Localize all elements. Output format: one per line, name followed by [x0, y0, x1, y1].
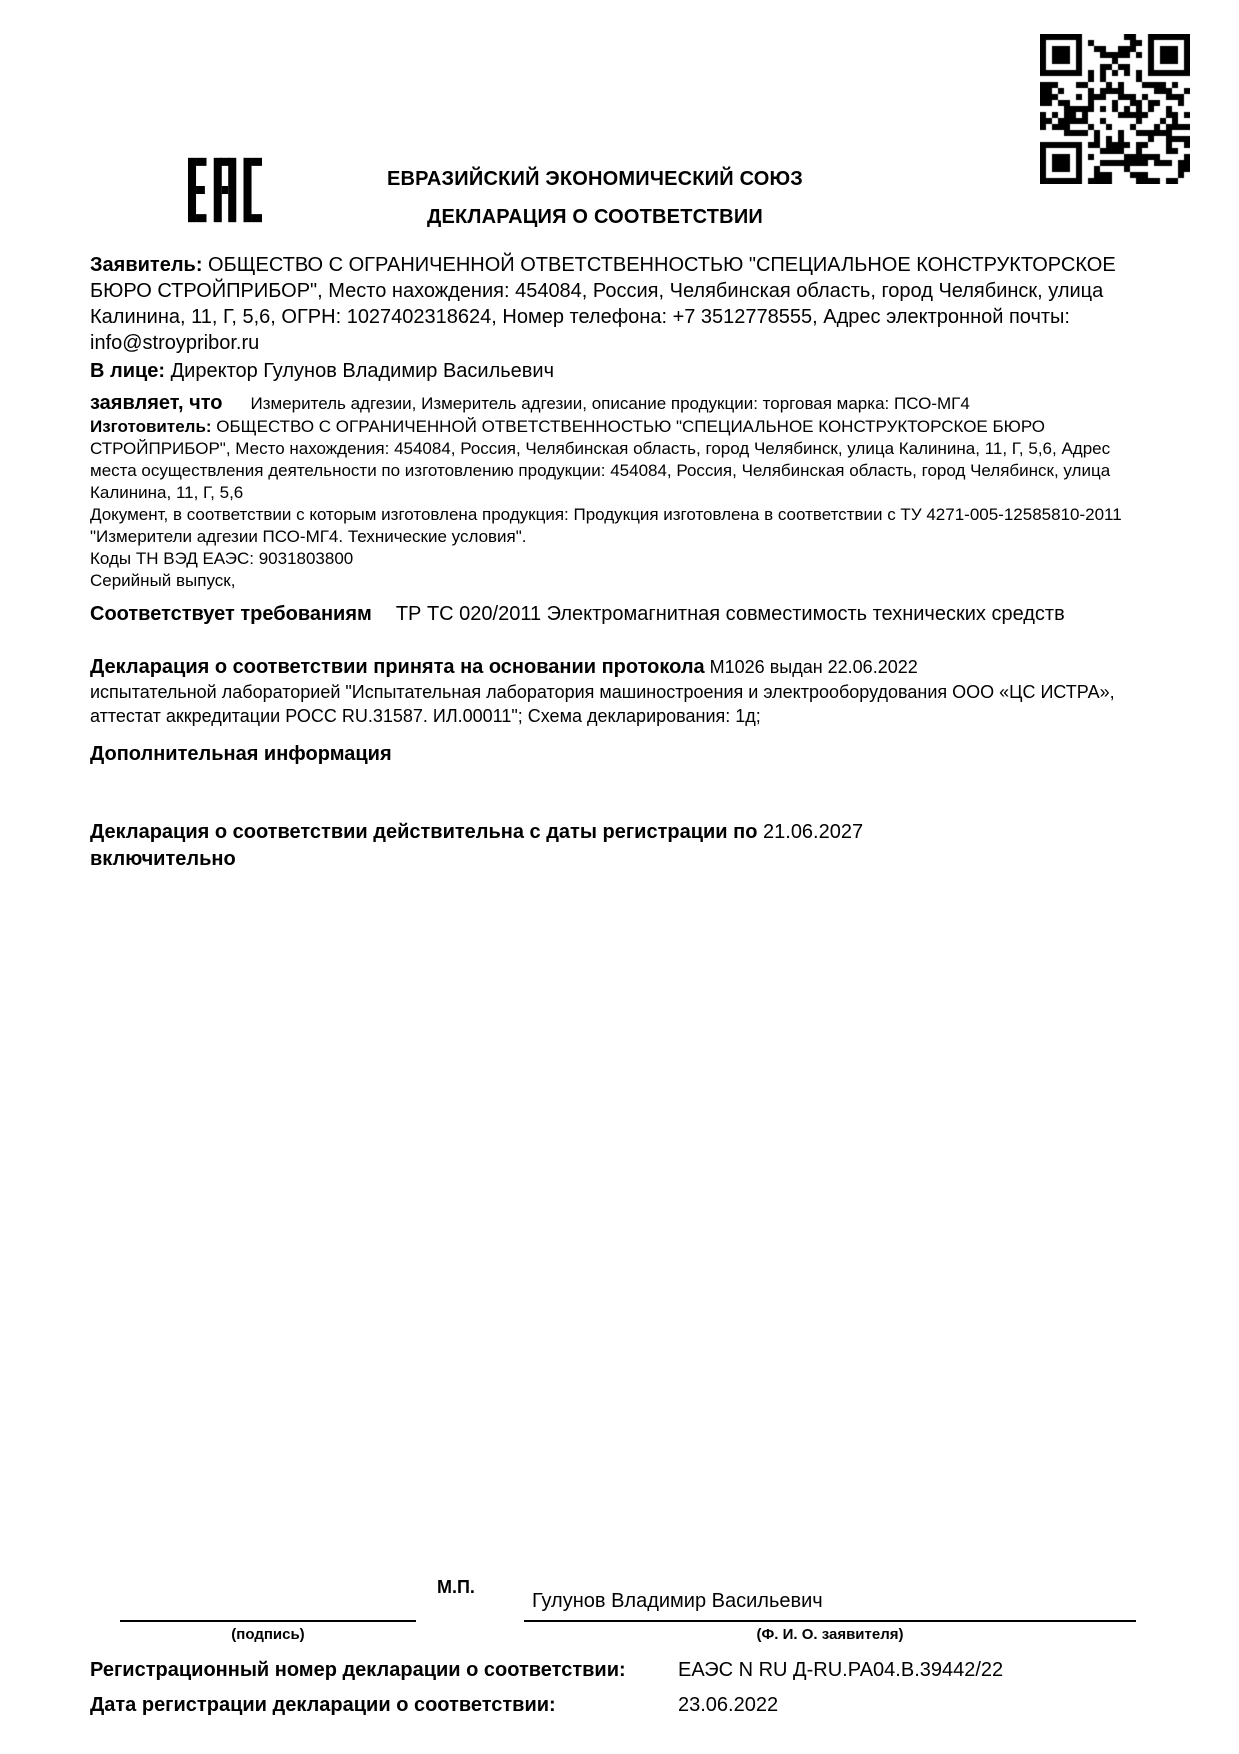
- compliance-text: ТР ТС 020/2011 Электромагнитная совместимость технических средств: [395, 603, 1065, 625]
- protocol-value: М1026 выдан 22.06.2022: [704, 657, 918, 677]
- declares-paragraph: [90, 391, 1148, 416]
- registration-number-value: ЕАЭС N RU Д-RU.РА04.В.39442/22: [678, 1659, 1004, 1681]
- validity-suffix: включительно: [90, 848, 236, 870]
- applicant-text: ОБЩЕСТВО С ОГРАНИЧЕННОЙ ОТВЕТСТВЕННОСТЬЮ "СПЕЦИАЛЬНОЕ КОНСТРУКТОРСКОЕ БЮРО СТРОЙПРИБОР", Место нахождения: 454084, Россия, Челябинская область, город Челябинск, улица Калинина, 11, Г, 5,6, ОГРН: 1027402318624, Номер телефона: +7 3512778555, Адрес электронной почты: info@stroypribor.ru: [90, 254, 1116, 354]
- protocol-first-line: [90, 654, 1148, 680]
- document-title: ДЕКЛАРАЦИЯ О СООТВЕТСТВИИ: [427, 206, 763, 228]
- signature-caption: (подпись): [231, 1626, 305, 1643]
- document-basis-paragraph: Документ, в соответствии с которым изготовлена продукция: Продукция изготовлена в соответствии с ТУ 4271-005-12585810-2011 "Измерители адгезии ПСО-МГ4. Технические условия".: [90, 505, 1122, 546]
- registration-number-label: Регистрационный номер декларации о соответствии:: [90, 1659, 626, 1681]
- protocol-label: Декларация о соответствии принята на основании протокола: [90, 656, 705, 678]
- additional-info-label: Дополнительная информация: [90, 743, 392, 765]
- document-header: [90, 168, 1100, 229]
- signatory-name: Гулунов Владимир Васильевич: [532, 1590, 823, 1612]
- manufacturer-paragraph: [90, 416, 1148, 504]
- name-line: [524, 1620, 1136, 1622]
- protocol-paragraph: [90, 654, 1148, 728]
- person-paragraph: [90, 358, 1148, 384]
- registration-date-label: Дата регистрации декларации о соответствии:: [90, 1694, 556, 1716]
- manufacturer-label: Изготовитель:: [90, 417, 212, 436]
- compliance-label: Соответствует требованиям: [90, 603, 372, 625]
- tnved-codes: Коды ТН ВЭД ЕАЭС: 9031803800: [90, 549, 354, 568]
- person-text: Директор Гулунов Владимир Васильевич: [165, 360, 555, 382]
- applicant-paragraph: [90, 252, 1148, 356]
- declares-label: заявляет, что: [90, 392, 223, 414]
- stamp-place-label: М.П.: [437, 1577, 475, 1597]
- validity-label: Декларация о соответствии действительна с даты регистрации по: [90, 821, 758, 843]
- serial-issue: Серийный выпуск,: [90, 571, 236, 590]
- qr-code: [1040, 34, 1190, 184]
- registration-date-value: 23.06.2022: [678, 1694, 779, 1716]
- compliance-paragraph: [90, 601, 1148, 628]
- protocol-lab-text: испытательной лабораторией "Испытательная лаборатория машиностроения и электрооборудования ООО «ЦС ИСТРА», аттестат аккредитации РОСС RU.31587. ИЛ.00011"; Схема декларирования: 1д;: [90, 682, 1115, 726]
- manufacturer-text: ОБЩЕСТВО С ОГРАНИЧЕННОЙ ОТВЕТСТВЕННОСТЬЮ "СПЕЦИАЛЬНОЕ КОНСТРУКТОРСКОЕ БЮРО СТРОЙПРИБОР", Место нахождения: 454084, Россия, Челябинская область, город Челябинск, улица Калинина, 11, Г, 5,6, Адрес места осуществления деятельности по изготовлению продукции: 454084, Россия, Челябинская область, город Челябинск, улица Калинина, 11, Г, 5,6: [90, 417, 1111, 502]
- validity-first-line: [90, 819, 1148, 846]
- name-caption: (Ф. И. О. заявителя): [756, 1626, 904, 1643]
- signature-line: [120, 1620, 416, 1622]
- validity-date: 21.06.2027: [757, 821, 864, 843]
- union-title: ЕВРАЗИЙСКИЙ ЭКОНОМИЧЕСКИЙ СОЮЗ: [386, 168, 804, 190]
- person-label: В лице:: [90, 360, 166, 382]
- product-description: Измеритель адгезии, Измеритель адгезии, описание продукции: торговая марка: ПСО-МГ4: [250, 394, 970, 413]
- validity-paragraph: [90, 819, 1148, 873]
- applicant-label: Заявитель:: [90, 254, 203, 276]
- document-body: [90, 252, 1148, 873]
